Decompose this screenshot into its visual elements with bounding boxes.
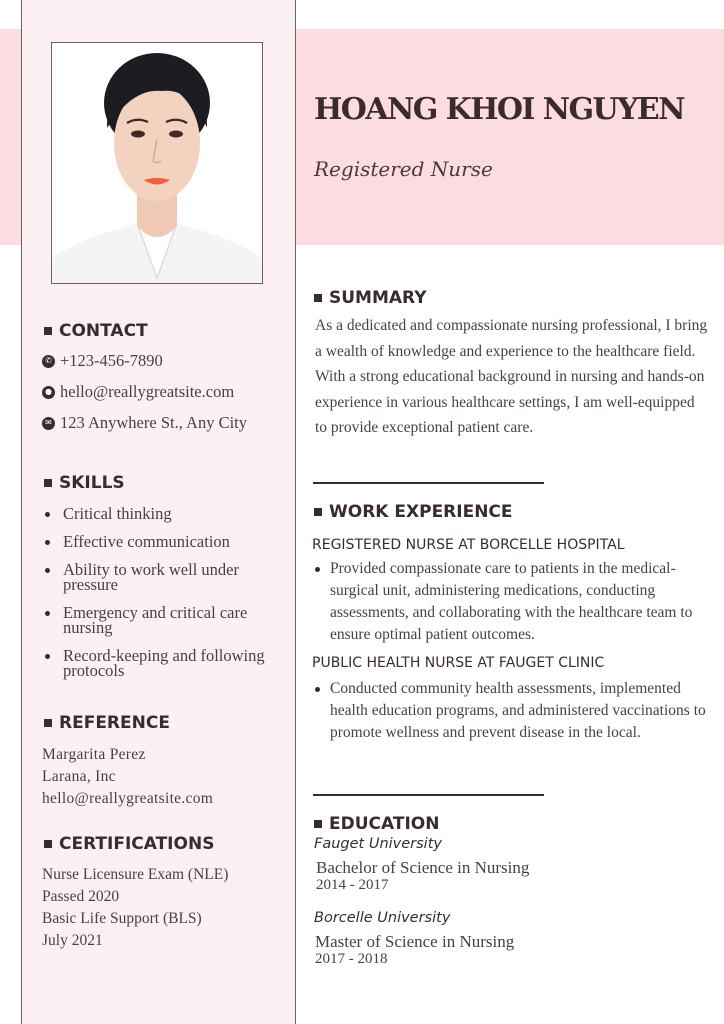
heading-square-icon [44,479,52,487]
work-heading [314,502,513,522]
candidate-role: Registered Nurse [314,157,493,181]
location-pin-icon: ● [42,386,55,399]
job-bullets [313,558,713,646]
contact-phone-text: +123-456-7890 [60,351,163,370]
certification-line: Basic Life Support (BLS) [42,910,202,927]
skill-item: Critical thinking [43,506,293,521]
education-degree: Bachelor of Science in Nursing [316,858,530,877]
certification-line: Passed 2020 [42,888,120,905]
job-bullets [313,678,713,744]
education-years: 2017 - 2018 [315,951,388,967]
education-years: 2014 - 2017 [316,877,389,893]
job-title: REGISTERED NURSE AT BORCELLE HOSPITAL [312,537,625,553]
certifications-heading-text: CERTIFICATIONS [59,834,215,854]
skills-heading [44,473,125,493]
education-school: Fauget University [314,836,442,852]
portrait-illustration [52,43,262,283]
contact-phone [42,351,163,371]
contact-heading [44,321,148,341]
education-school: Borcelle University [314,910,451,926]
skill-item: Record-keeping and following protocols [43,648,293,678]
education-degree: Master of Science in Nursing [315,932,515,951]
contact-address-text: 123 Anywhere St., Any City [60,413,248,432]
job-title: PUBLIC HEALTH NURSE AT FAUGET CLINIC [312,655,605,671]
heading-square-icon [314,820,322,828]
heading-square-icon [44,719,52,727]
heading-square-icon [314,508,322,516]
reference-company: Larana, Inc [42,768,116,785]
reference-heading [44,713,170,733]
contact-address [42,413,247,433]
skills-heading-text: SKILLS [59,473,125,493]
job-bullet: Conducted community health assessments, implemented health education programs, and administered vaccinations to promote wellness and prevent disease in the local. [313,678,713,744]
contact-heading-text: CONTACT [59,321,148,341]
section-divider [313,482,544,484]
profile-photo [51,42,263,284]
certification-line: Nurse Licensure Exam (NLE) [42,866,229,883]
skills-list [43,506,293,691]
section-divider [313,794,544,796]
education-heading [314,814,439,834]
certifications-block [42,864,228,952]
contact-email [42,382,234,402]
reference-heading-text: REFERENCE [59,713,170,733]
heading-square-icon [314,294,322,302]
contact-email-text[interactable]: hello@reallygreatsite.com [60,382,235,401]
certification-line: July 2021 [42,932,103,949]
education-heading-text: EDUCATION [329,814,440,834]
heading-square-icon [44,840,52,848]
reference-email[interactable]: hello@reallygreatsite.com [42,790,214,807]
skill-item: Effective communication [43,534,293,549]
reference-block [42,744,213,810]
job-bullet: Provided compassionate care to patients in the medical-surgical unit, administering medications, conducting assessments, and collaborating with the healthcare team to ensure optimal patient outcomes. [313,558,713,646]
skill-item: Emergency and critical care nursing [43,605,293,635]
candidate-name: HOANG KHOI NGUYEN [314,92,684,127]
reference-name: Margarita Perez [42,746,146,763]
heading-square-icon [44,327,52,335]
phone-icon: ✆ [42,355,55,368]
summary-heading-text: SUMMARY [329,288,427,308]
summary-text: As a dedicated and compassionate nursing professional, I bring a wealth of knowledge and experience to the healthcare field. With a strong educational background in nursing and hands-on experience in various healthcare settings, I am well-equipped to provide exceptional patient care. [315,317,708,436]
mail-icon: ✉ [42,417,55,430]
summary-heading [314,288,427,308]
skill-item: Ability to work well under pressure [43,562,293,592]
work-heading-text: WORK EXPERIENCE [329,502,513,522]
certifications-heading [44,834,214,854]
